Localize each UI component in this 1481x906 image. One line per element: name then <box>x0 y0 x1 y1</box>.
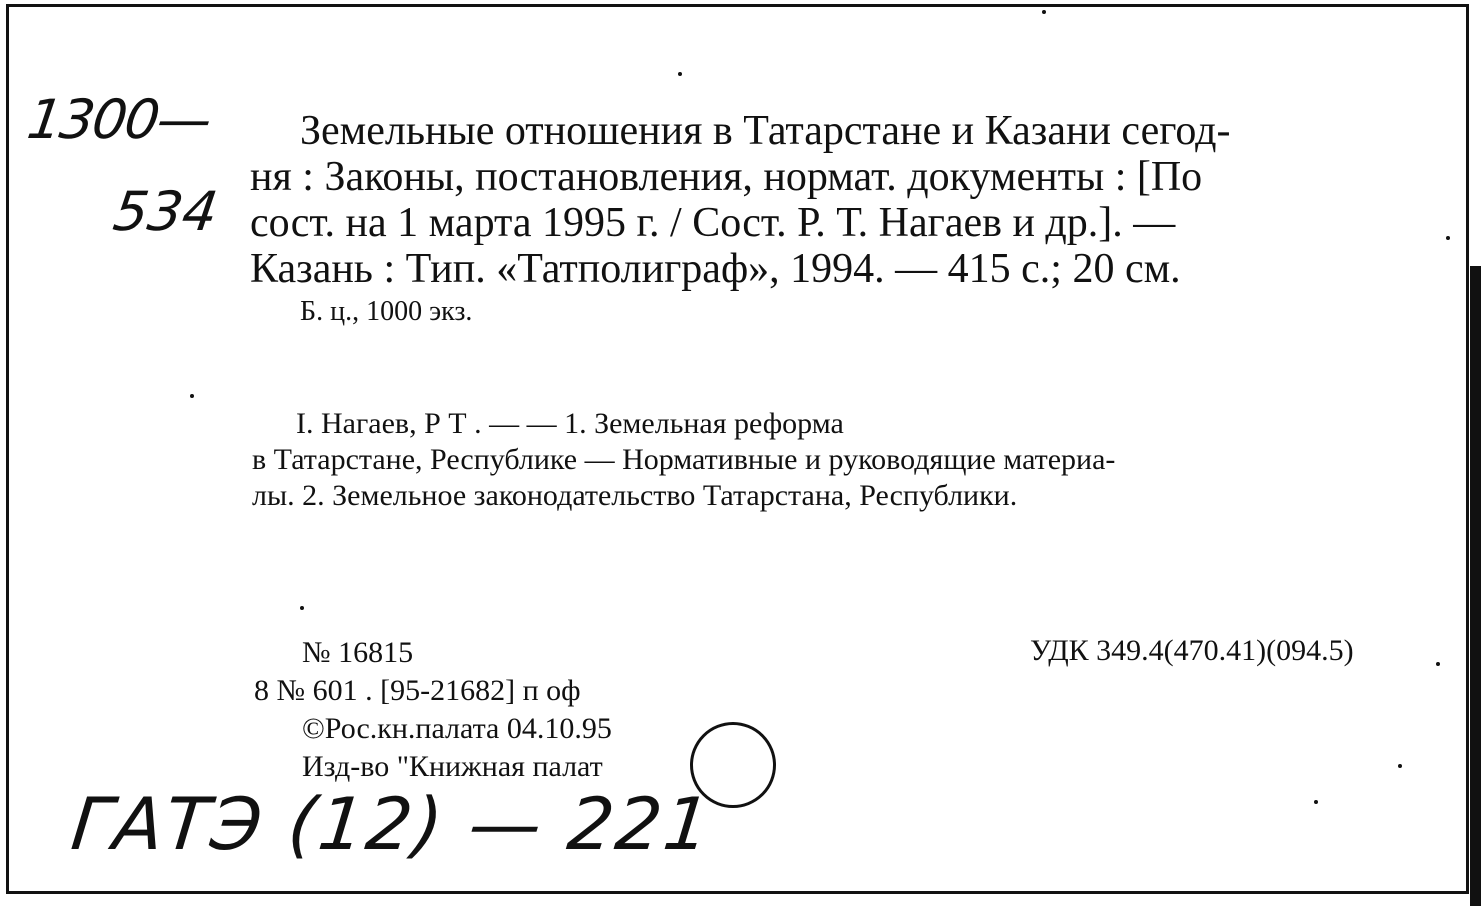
entry-line: Казань : Тип. «Татполиграф», 1994. — 415 с.; 20 см. <box>250 246 1181 292</box>
tech-line: Изд-во "Книжная палат <box>302 750 603 783</box>
tech-line: 8 № 601 . [95-21682] п оф <box>254 674 581 707</box>
speck <box>1042 10 1046 14</box>
subject-headings <box>252 406 1407 514</box>
entry-line: сост. на 1 марта 1995 г. / Сост. Р. Т. Нагаев и др.]. — <box>250 200 1176 246</box>
technical-info <box>254 634 612 786</box>
tech-line: ©Рос.кн.палата 04.10.95 <box>302 712 612 745</box>
entry-line: Земельные отношения в Татарстане и Казани сегод- <box>300 108 1231 154</box>
subject-line: в Татарстане, Республике — Нормативные и руководящие материа- <box>252 443 1116 476</box>
udk-code: УДК 349.4(470.41)(094.5) <box>1030 634 1354 667</box>
call-number-top: 1300— <box>23 88 214 151</box>
card-edge-shadow <box>1470 266 1481 906</box>
speck <box>1436 662 1440 666</box>
speck <box>1314 800 1318 804</box>
speck <box>1446 236 1450 240</box>
entry-line: ня : Законы, постановления, нормат. документы : [По <box>250 154 1203 200</box>
speck <box>190 394 194 398</box>
price-copies: Б. ц., 1000 экз. <box>300 296 473 327</box>
speck <box>1398 764 1402 768</box>
speck <box>678 72 682 76</box>
subject-line: лы. 2. Земельное законодательство Татарстана, Республики. <box>252 479 1018 512</box>
call-number-bottom: 534 <box>109 180 222 243</box>
bibliographic-entry <box>250 108 1410 292</box>
handwritten-code: ГАТЭ (12) — 221 <box>67 782 716 866</box>
tech-line: № 16815 <box>302 636 414 669</box>
speck <box>300 606 304 610</box>
subject-line: I. Нагаев, Р Т . — — 1. Земельная реформа <box>296 407 844 440</box>
